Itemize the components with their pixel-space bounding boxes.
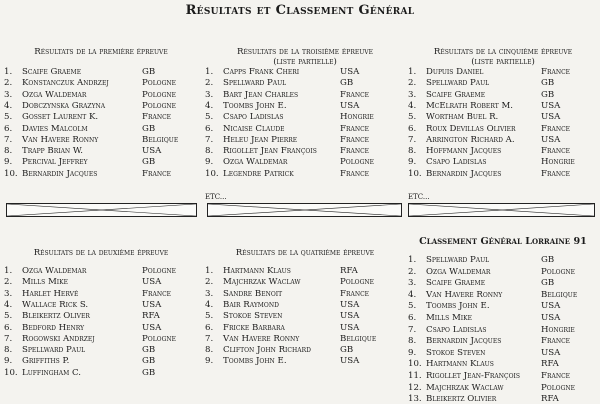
competitor-name: Ozga Waldemar [22,89,87,100]
competitor-country: France [541,146,571,157]
competitor-country: USA [142,322,162,333]
ranking-row [408,146,598,156]
competitor-name: Csapo Ladislas [426,324,487,335]
competitor-country: USA [541,347,561,358]
rank-number: 2. [205,78,214,89]
ranking-row [4,266,198,276]
competitor-name: Luffingham C. [22,367,81,378]
competitor-country: France [340,123,370,134]
ranking-row [4,300,198,310]
competitor-country: Pologne [541,382,576,393]
ranking-row [408,101,598,111]
ranking-row [4,135,198,145]
rank-number: 10. [4,168,18,179]
ranking-row [4,169,198,179]
competitor-name: Dupuis Daniel [426,67,484,77]
competitor-country: GB [142,157,156,168]
competitor-country: USA [142,146,162,157]
competitor-country: RFA [142,311,160,322]
competitor-name: Sandre Benoit [223,288,283,299]
ranking-row [408,124,598,134]
competitor-country: USA [340,67,360,77]
ranking-row [205,169,405,179]
ranking-row [4,323,198,333]
competitor-name: Davies Malcolm [22,123,88,134]
competitor-name: Dobczynska Grazyna [22,100,106,111]
rank-number: 6. [408,123,417,134]
competitor-name: Mills Mike [426,313,473,323]
competitor-name: Mills Mike [22,277,69,288]
ranking-row [4,67,198,77]
competitor-name: Ozga Waldemar [426,266,491,277]
ranking-row [205,277,405,287]
competitor-name: Toombs John E. [223,100,287,111]
ranking-row [408,67,598,77]
rank-number: 11. [408,371,422,381]
competitor-country: Pologne [541,266,576,277]
rank-number: 6. [408,313,417,323]
rank-number: 9. [205,356,214,367]
section-title: Résultats de la troisième épreuve (liste partielle) [236,47,373,67]
crossed-band [408,203,595,217]
competitor-country: GB [541,89,555,100]
competitor-country: RFA [541,394,559,404]
ranking-row [408,348,598,358]
rank-number: 10. [408,168,422,179]
ranking-row [408,135,598,145]
rank-number: 1. [205,67,214,77]
competitor-name: Trapp Brian W. [22,146,83,157]
competitor-country: RFA [340,266,358,276]
ranking-row [408,157,598,167]
ranking-row [4,334,198,344]
rank-number: 6. [205,322,214,333]
section-title: Résultats de la première épreuve [34,47,168,57]
ranking-row [408,267,598,277]
competitor-country: France [541,371,571,381]
competitor-name: Bedford Henry [22,322,85,333]
competitor-name: Scaife Graeme [426,278,486,289]
competitor-country: RFA [541,359,559,370]
competitor-country: France [541,168,571,179]
rank-number: 2. [408,266,417,277]
competitor-country: Pologne [142,266,177,276]
ranking-row [408,336,598,346]
competitor-name: Griffiths P. [22,356,70,367]
ranking-row [408,255,598,265]
ranking-row [4,289,198,299]
competitor-name: Hartmann Klaus [426,359,494,370]
ranking-row [4,78,198,88]
rank-number: 4. [205,299,214,310]
competitor-country: Belgique [142,134,179,145]
ranking-row [4,157,198,167]
competitor-name: Gosset Laurent K. [22,112,99,123]
competitor-name: Bair Raymond [223,299,279,310]
rank-number: 4. [408,289,417,300]
competitor-name: Konstanczuk Andrzej [22,78,109,89]
rank-number: 7. [408,134,417,145]
ranking-row [408,112,598,122]
competitor-country: France [340,288,370,299]
competitor-name: Csapo Ladislas [426,157,487,168]
competitor-name: Van Havere Ronny [426,289,503,300]
competitor-name: Majchrzak Waclaw [223,277,301,288]
ranking-row [4,101,198,111]
competitor-country: USA [340,356,360,367]
competitor-name: Fricke Barbara [223,322,285,333]
ranking-row [408,359,598,369]
ranking-row [205,345,405,355]
competitor-name: Spellward Paul [223,78,287,89]
rank-number: 7. [4,134,13,145]
competitor-country: Belgique [340,333,377,344]
competitor-country: GB [340,345,354,356]
competitor-name: Toombs John E. [426,301,490,312]
competitor-country: France [340,168,370,179]
competitor-name: Csapo Ladislas [223,112,284,123]
competitor-country: France [340,146,370,157]
competitor-country: USA [340,299,360,310]
rank-number: 8. [205,345,214,356]
ranking-row [205,124,405,134]
competitor-name: Bart Jean Charles [223,89,299,100]
competitor-name: Rigollet Jean François [223,146,317,157]
ranking-row [205,300,405,310]
competitor-name: Majchrzak Waclaw [426,382,504,393]
rank-number: 7. [205,333,214,344]
rank-number: 7. [205,134,214,145]
competitor-country: Pologne [340,277,375,288]
competitor-country: USA [142,299,162,310]
rank-number: 10. [4,367,18,378]
rank-number: 4. [4,100,13,111]
rank-number: 2. [408,78,417,89]
competitor-country: France [541,336,571,347]
competitor-country: Hongrie [541,324,575,335]
competitor-country: USA [340,100,360,111]
rank-number: 3. [205,89,214,100]
competitor-name: Ozga Waldemar [22,266,87,276]
ranking-row [205,356,405,366]
ranking-row [408,290,598,300]
competitor-country: USA [541,301,561,312]
competitor-name: Stokoe Steven [223,311,283,322]
rank-number: 8. [205,146,214,157]
ranking-row [4,124,198,134]
rank-number: 5. [4,311,13,322]
rank-number: 1. [205,266,214,276]
competitor-name: Bernardin Jacques [426,336,502,347]
results-third-event [205,47,405,201]
competitor-country: France [142,112,172,123]
section-title: Résultats de la deuxième épreuve [33,248,169,258]
results-fourth-event [205,248,405,367]
competitor-name: Bleikertz Oliver [22,311,90,322]
competitor-name: Legendre Patrick [223,168,294,179]
competitor-country: France [142,288,172,299]
competitor-country: USA [541,100,561,111]
competitor-name: Bernardin Jacques [22,168,98,179]
competitor-country: France [340,89,370,100]
competitor-country: GB [142,67,156,77]
ranking-row [408,313,598,323]
ranking-row [205,157,405,167]
competitor-name: Bernardin Jacques [426,168,502,179]
competitor-country: USA [541,313,561,323]
rank-number: 6. [205,123,214,134]
competitor-name: Spellward Paul [426,255,490,265]
rank-number: 5. [205,112,214,123]
ranking-row [205,289,405,299]
rank-number: 10. [205,168,219,179]
competitor-name: Hartmann Klaus [223,266,291,276]
rank-number: 12. [408,382,422,393]
ranking-row [408,301,598,311]
competitor-country: USA [541,112,561,123]
rank-number: 6. [4,123,13,134]
rank-number: 1. [4,67,13,77]
rank-number: 8. [4,146,13,157]
competitor-country: Pologne [142,89,177,100]
etc-note: ETC... [408,193,430,201]
rank-number: 8. [408,336,417,347]
rank-number: 9. [205,157,214,168]
results-second-event [4,248,198,378]
competitor-name: Rigollet Jean-François [426,371,521,381]
competitor-name: Capps Frank Cheri [223,67,300,77]
rank-number: 1. [408,67,417,77]
competitor-country: Pologne [340,157,375,168]
rank-number: 5. [408,301,417,312]
crossed-band [6,203,197,217]
crossed-band [207,203,402,217]
ranking-row [408,90,598,100]
competitor-country: USA [541,134,561,145]
rank-number: 13. [408,394,422,404]
rank-number: 2. [205,277,214,288]
page-title: Résultats et Classement Général [185,3,415,18]
competitor-name: Hoffmann Jacques [426,146,502,157]
competitor-name: Clifton John Richard [223,345,311,356]
rank-number: 3. [205,288,214,299]
competitor-name: Scaife Graeme [426,89,486,100]
rank-number: 7. [4,333,13,344]
competitor-country: France [340,134,370,145]
competitor-country: USA [340,311,360,322]
ranking-row [4,112,198,122]
results-fifth-event [408,47,598,201]
ranking-row [205,90,405,100]
competitor-name: Toombs John E. [223,356,287,367]
ranking-row [205,334,405,344]
rank-number: 4. [205,100,214,111]
rank-number: 9. [408,347,417,358]
competitor-name: McElrath Robert M. [426,100,513,111]
competitor-country: Belgique [541,289,578,300]
competitor-country: GB [142,356,156,367]
competitor-name: Spellward Paul [22,345,86,356]
general-ranking-lorraine-91 [408,236,598,404]
ranking-row [205,101,405,111]
competitor-country: USA [340,322,360,333]
competitor-name: Percival Jeffrey [22,157,88,168]
competitor-country: Hongrie [340,112,374,123]
rank-number: 3. [408,89,417,100]
competitor-country: Pologne [142,78,177,89]
competitor-name: Rogowski Andrzej [22,333,95,344]
ranking-row [4,277,198,287]
rank-number: 4. [4,299,13,310]
competitor-country: GB [142,123,156,134]
ranking-row [408,278,598,288]
results-first-event [4,47,198,179]
competitor-name: Arrington Richard A. [426,134,515,145]
competitor-country: France [541,123,571,134]
rank-number: 9. [4,157,13,168]
ranking-row [205,146,405,156]
competitor-country: GB [142,367,156,378]
competitor-name: Van Havere Ronny [22,134,99,145]
ranking-row [205,266,405,276]
ranking-row [4,368,198,378]
rank-number: 5. [4,112,13,123]
ranking-row [408,325,598,335]
section-title: Classement Général Lorraine 91 [419,236,587,247]
competitor-name: Ozga Waldemar [223,157,288,168]
ranking-row [205,67,405,77]
rank-number: 6. [4,322,13,333]
rank-number: 4. [408,100,417,111]
competitor-name: Heleu Jean Pierre [223,134,298,145]
etc-note: ETC... [205,193,227,201]
competitor-country: GB [541,78,555,89]
rank-number: 8. [408,146,417,157]
rank-number: 2. [4,277,13,288]
rank-number: 7. [408,324,417,335]
competitor-country: GB [541,278,555,289]
ranking-row [4,356,198,366]
section-title: Résultats de la cinquième épreuve (liste partielle) [433,47,573,67]
competitor-country: GB [142,345,156,356]
rank-number: 9. [408,157,417,168]
competitor-country: USA [142,277,162,288]
competitor-country: Pologne [142,100,177,111]
competitor-name: Bleikertz Olivier [426,394,497,404]
rank-number: 3. [4,288,13,299]
competitor-name: Harlet Hervé [22,288,79,299]
rank-number: 2. [4,78,13,89]
ranking-row [408,78,598,88]
rank-number: 10. [408,359,422,370]
ranking-row [4,90,198,100]
rank-number: 3. [4,89,13,100]
rank-number: 1. [408,255,417,265]
rank-number: 5. [205,311,214,322]
section-title: Résultats de la quatrième épreuve [235,248,375,258]
ranking-row [4,311,198,321]
competitor-country: GB [541,255,555,265]
ranking-row [205,78,405,88]
competitor-name: Spellward Paul [426,78,490,89]
competitor-country: GB [340,78,354,89]
competitor-name: Wortham Buel R. [426,112,499,123]
competitor-country: Pologne [142,333,177,344]
ranking-row [205,311,405,321]
competitor-name: Scaife Graeme [22,67,82,77]
ranking-row [408,169,598,179]
competitor-country: France [142,168,172,179]
ranking-row [4,345,198,355]
rank-number: 3. [408,278,417,289]
competitor-country: France [541,67,571,77]
ranking-row [205,135,405,145]
competitor-name: Roux Devillas Olivier [426,123,516,134]
ranking-row [205,112,405,122]
ranking-row [4,146,198,156]
competitor-name: Nicaise Claude [223,123,285,134]
rank-number: 8. [4,345,13,356]
ranking-row [408,383,598,393]
competitor-name: Wallace Rick S. [22,299,89,310]
rank-number: 1. [4,266,13,276]
rank-number: 9. [4,356,13,367]
competitor-country: Hongrie [541,157,575,168]
rank-number: 5. [408,112,417,123]
competitor-name: Van Havere Ronny [223,333,300,344]
ranking-row [408,371,598,381]
ranking-row [205,323,405,333]
competitor-name: Stokoe Steven [426,347,486,358]
